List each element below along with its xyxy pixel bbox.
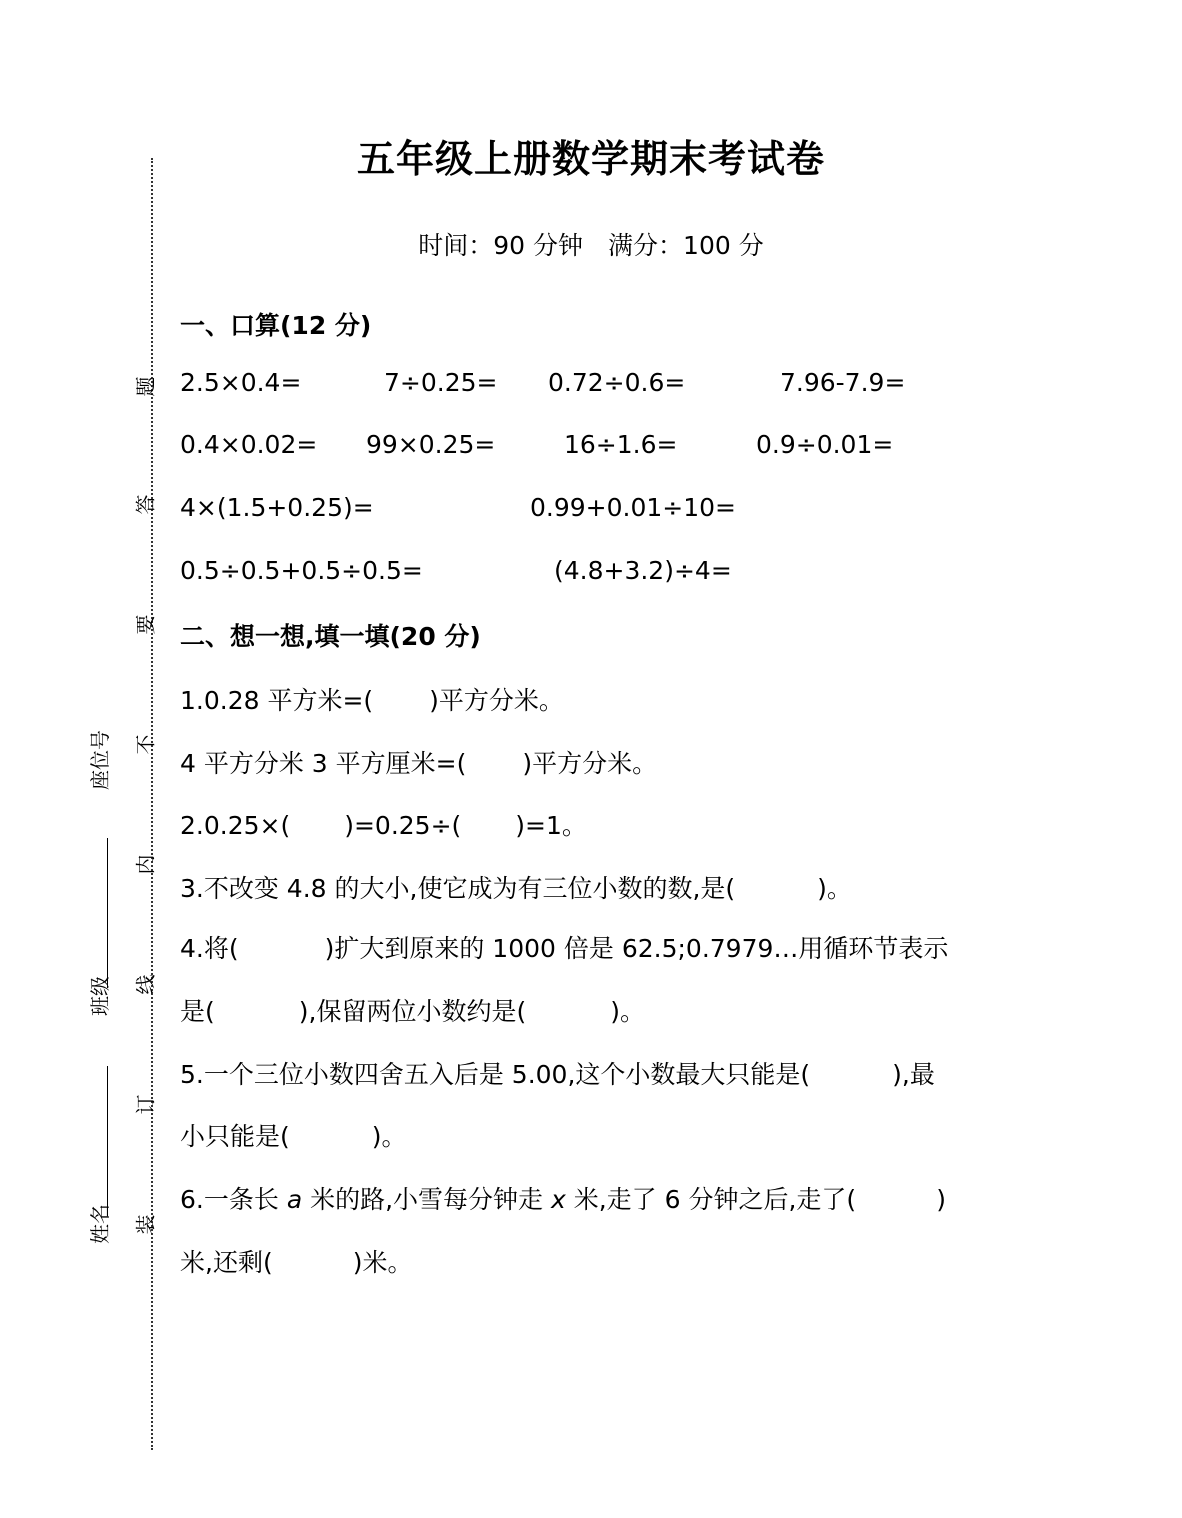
question-3 (180, 869, 852, 905)
variable-x: x (550, 1185, 566, 1214)
calc-item: 0.5÷0.5+0.5÷0.5= (180, 556, 423, 585)
question-text: )。 (610, 997, 645, 1026)
question-text: 小只能是( (180, 1122, 290, 1151)
calc-item: 0.9÷0.01= (756, 430, 894, 459)
class-underline (107, 1066, 108, 1216)
question-text: 1.0.28 平方米=( (180, 686, 374, 715)
question-text: )平方分米。 (429, 686, 564, 715)
question-text: 2.0.25×( (180, 811, 291, 840)
binding-char: 线 (133, 974, 158, 995)
calc-item: 7÷0.25= (384, 368, 498, 397)
page-title: 五年级上册数学期末考试卷 (356, 137, 825, 181)
calc-item: 0.99+0.01÷10= (530, 493, 736, 522)
question-text: 米,走了 6 分钟之后,走了( (565, 1185, 857, 1214)
question-text: )=0.25÷( (344, 811, 462, 840)
calc-item: 16÷1.6= (564, 430, 678, 459)
calc-item: 0.4×0.02= (180, 430, 318, 459)
question-4b (180, 992, 645, 1028)
name-label: 姓名 (88, 1204, 112, 1244)
calc-item: 99×0.25= (366, 430, 496, 459)
question-text: )。 (817, 874, 852, 903)
question-text: ) (936, 1185, 946, 1214)
question-text: )。 (371, 1122, 407, 1151)
question-5b (180, 1117, 407, 1153)
calc-item: 0.72÷0.6= (548, 368, 686, 397)
question-text: 米,还剩( (180, 1248, 273, 1277)
seat-number-label: 座位号 (88, 730, 112, 790)
question-6b (180, 1243, 412, 1279)
binding-char: 要 (133, 614, 158, 635)
section-2-heading: 二、想一想,填一填(20 分) (180, 622, 481, 651)
calc-item: 2.5×0.4= (180, 368, 302, 397)
question-text: 4.将( (180, 934, 239, 963)
question-text: )米。 (352, 1248, 413, 1277)
question-text: 是( (180, 997, 215, 1026)
question-text: )=1。 (515, 811, 587, 840)
seat-number-underline (107, 838, 108, 988)
binding-char: 不 (133, 734, 158, 755)
question-text: ),最 (892, 1060, 935, 1089)
calc-item: 7.96-7.9= (780, 368, 906, 397)
calc-item: 4×(1.5+0.25)= (180, 493, 374, 522)
binding-char: 订 (133, 1094, 158, 1115)
question-text: )扩大到原来的 1000 倍是 62.5;0.7979…用循环节表示 (324, 934, 949, 963)
question-2 (180, 806, 587, 842)
question-5a (180, 1055, 935, 1091)
section-1-heading: 一、口算(12 分) (180, 311, 372, 340)
question-1a (180, 681, 564, 717)
question-text: 3.不改变 4.8 的大小,使它成为有三位小数的数,是( (180, 874, 736, 903)
binding-char: 答 (133, 494, 158, 515)
binding-dotted-line (151, 158, 153, 1450)
question-1b (180, 744, 657, 780)
question-text: ),保留两位小数约是( (298, 997, 527, 1026)
question-text: 5.一个三位小数四舍五入后是 5.00,这个小数最大只能是( (180, 1060, 811, 1089)
question-text: 4 平方分米 3 平方厘米=( (180, 749, 467, 778)
binding-char: 内 (133, 854, 158, 875)
variable-a: a (286, 1185, 303, 1214)
exam-info: 时间：90 分钟 满分：100 分 (418, 231, 764, 260)
class-label: 班级 (88, 976, 112, 1016)
binding-char: 装 (133, 1214, 158, 1235)
question-text: )平方分米。 (522, 749, 658, 778)
question-text: 米的路,小雪每分钟走 (302, 1185, 551, 1214)
question-text: 6.一条长 (180, 1185, 287, 1214)
calc-item: (4.8+3.2)÷4= (554, 556, 732, 585)
question-4a (180, 929, 948, 965)
question-6a (180, 1180, 946, 1216)
binding-char: 题 (133, 376, 158, 397)
